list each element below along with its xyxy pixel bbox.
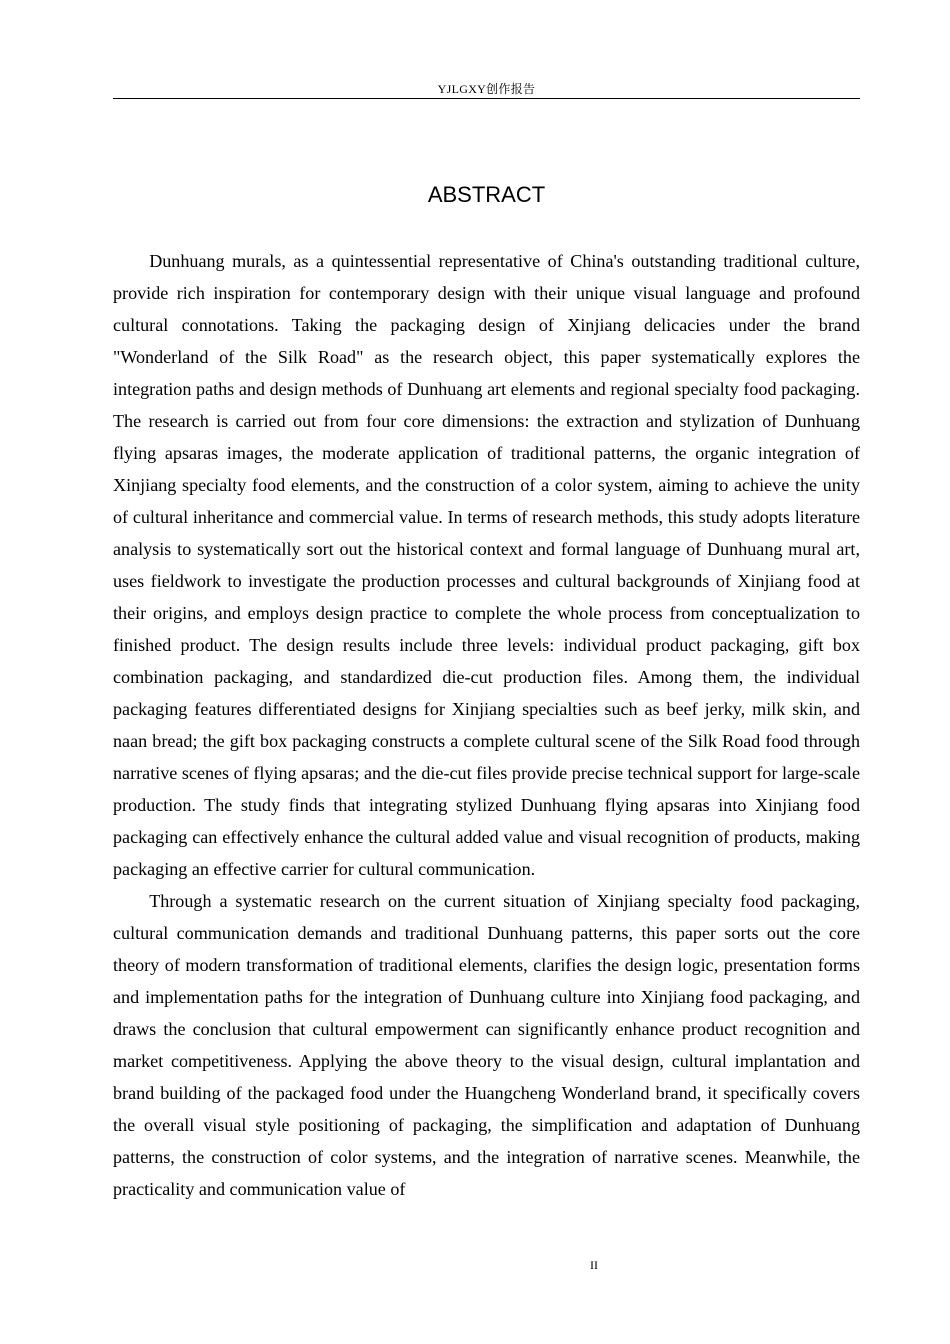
- abstract-title: ABSTRACT: [427, 182, 546, 207]
- abstract-paragraph-2: Through a systematic research on the current situation of Xinjiang specialty food packaging, cultural communication demands and traditional Dunhuang patterns, this paper sorts out the core theory of modern transformation of traditional elements, clarifies the design logic, presentation forms and implementation paths for the integration of Dunhuang culture into Xinjiang food packaging, and draws the conclusion that cultural empowerment can significantly enhance product recognition and market competitiveness. Applying the above theory to the visual design, cultural implantation and brand building of the packaged food under the Huangcheng Wonderland brand, it specifically covers the overall visual style positioning of packaging, the simplification and adaptation of Dunhuang patterns, the construction of color systems, and the integration of narrative scenes. Meanwhile, the practicality and communication value of: [113, 891, 860, 1199]
- running-header: YJLGXY创作报告: [113, 80, 860, 99]
- abstract-body: [113, 245, 860, 1205]
- abstract-paragraph-1: Dunhuang murals, as a quintessential representative of China's outstanding traditional culture, provide rich inspiration for contemporary design with their unique visual language and profound cultural connotations. Taking the packaging design of Xinjiang delicacies under the brand "Wonderland of the Silk Road" as the research object, this paper systematically explores the integration paths and design methods of Dunhuang art elements and regional specialty food packaging. The research is carried out from four core dimensions: the extraction and stylization of Dunhuang flying apsaras images, the moderate application of traditional patterns, the organic integration of Xinjiang specialty food elements, and the construction of a color system, aiming to achieve the unity of cultural inheritance and commercial value. In terms of research methods, this study adopts literature analysis to systematically sort out the historical context and formal language of Dunhuang mural art, uses fieldwork to investigate the production processes and cultural backgrounds of Xinjiang food at their origins, and employs design practice to complete the whole process from conceptualization to finished product. The design results include three levels: individual product packaging, gift box combination packaging, and standardized die-cut production files. Among them, the individual packaging features differentiated designs for Xinjiang specialties such as beef jerky, milk skin, and naan bread; the gift box packaging constructs a complete cultural scene of the Silk Road food through narrative scenes of flying apsaras; and the die-cut files provide precise technical support for large-scale production. The study finds that integrating stylized Dunhuang flying apsaras into Xinjiang food packaging can effectively enhance the cultural added value and visual recognition of products, making packaging an effective carrier for cultural communication.: [113, 251, 860, 879]
- page-number: II: [590, 1258, 598, 1272]
